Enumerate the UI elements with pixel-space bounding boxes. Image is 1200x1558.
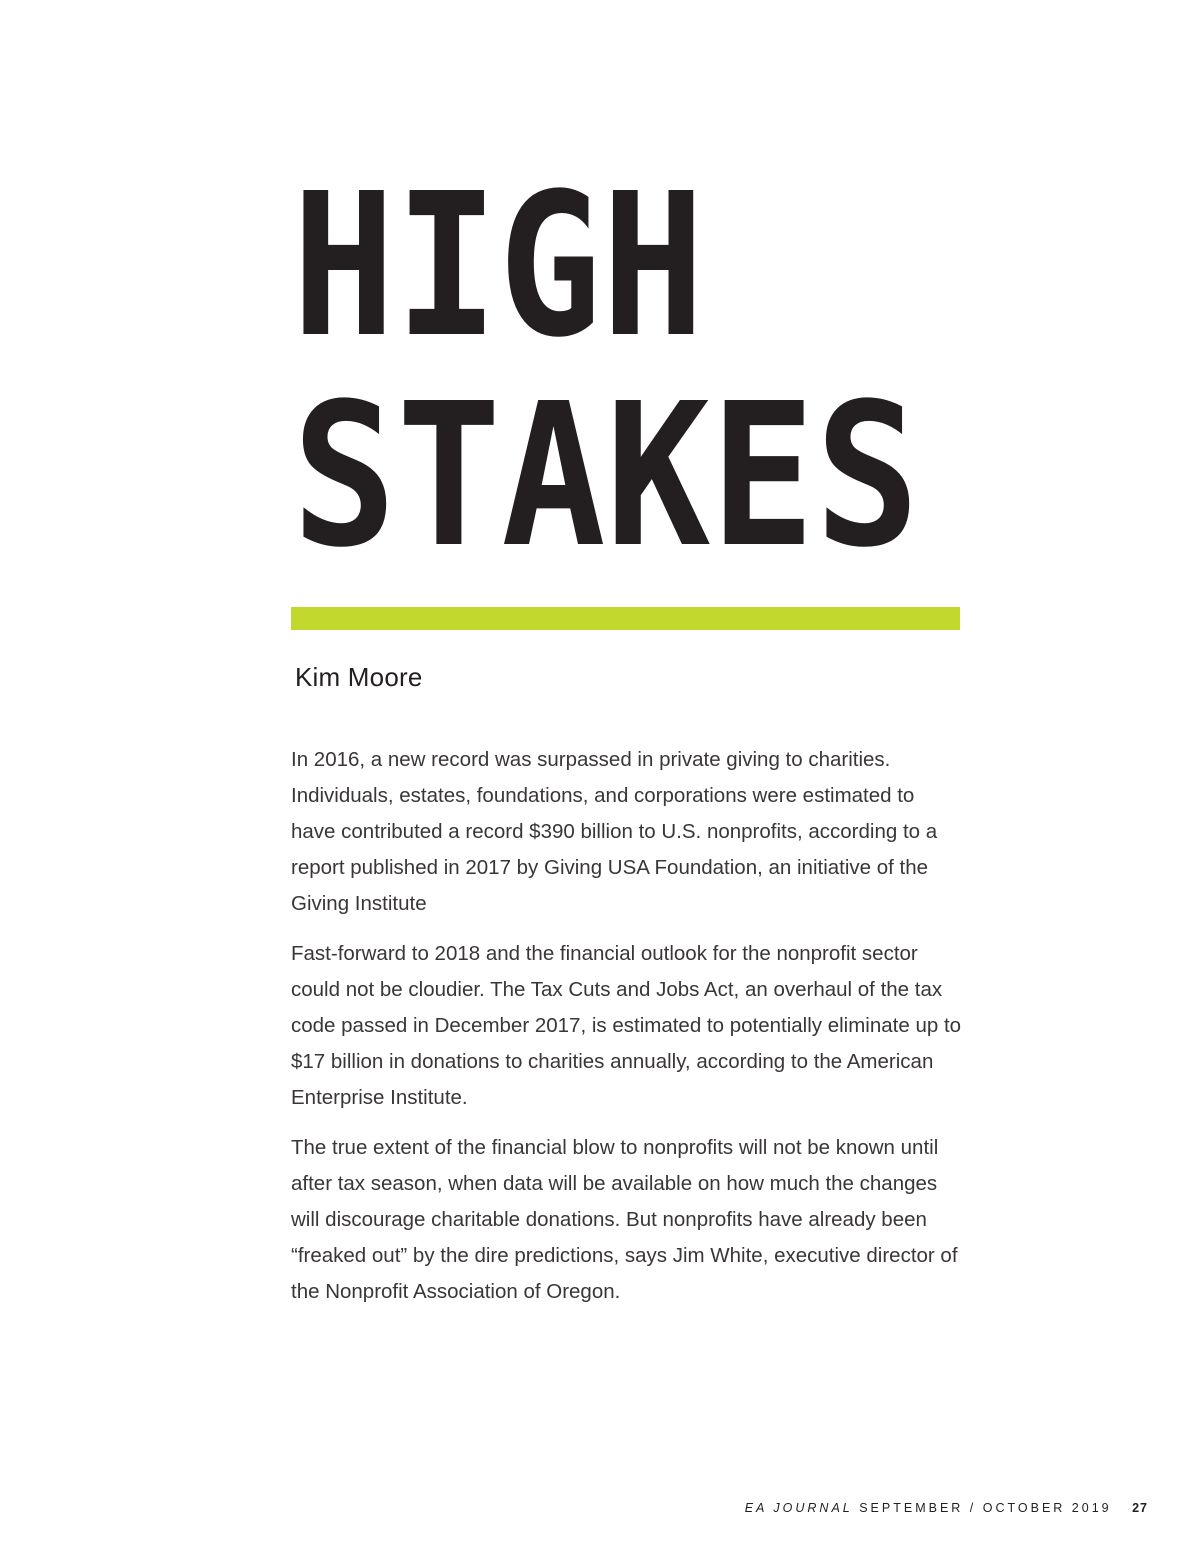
title-accent-bar (291, 607, 960, 630)
author-byline: Kim Moore (295, 662, 423, 692)
article-title (292, 151, 960, 592)
paragraph-1: In 2016, a new record was surpassed in private giving to charities. Individuals, estates, foundations, and corporations were estimated to have contributed a record $390 billion to U.S. nonprofits, according to a report published in 2017 by Giving USA Foundation, an initiative of the Giving Institute (291, 748, 938, 915)
page-footer (745, 1501, 1148, 1515)
article-body (291, 742, 963, 1324)
footer-issue: SEPTEMBER / OCTOBER 2019 (859, 1501, 1112, 1515)
paragraph-2: Fast-forward to 2018 and the financial outlook for the nonprofit sector could not be cloudier. The Tax Cuts and Jobs Act, an overhaul of the tax code passed in December 2017, is estimated to potentially eliminate up to $17 billion in donations to charities annually, according to the American Enterprise Institute. (291, 942, 962, 1109)
footer-page-number: 27 (1132, 1501, 1148, 1515)
title-line-stakes: STAKES (292, 361, 920, 592)
footer-journal-name: EA JOURNAL (744, 1501, 853, 1515)
title-line-high: HIGH (292, 151, 705, 382)
paragraph-3: The true extent of the financial blow to nonprofits will not be known until after tax season, when data will be available on how much the changes will discourage charitable donations. But nonprofits have already been “freaked out” by the dire predictions, says Jim White, executive director of the Nonprofit Association of Oregon. (291, 1136, 958, 1303)
